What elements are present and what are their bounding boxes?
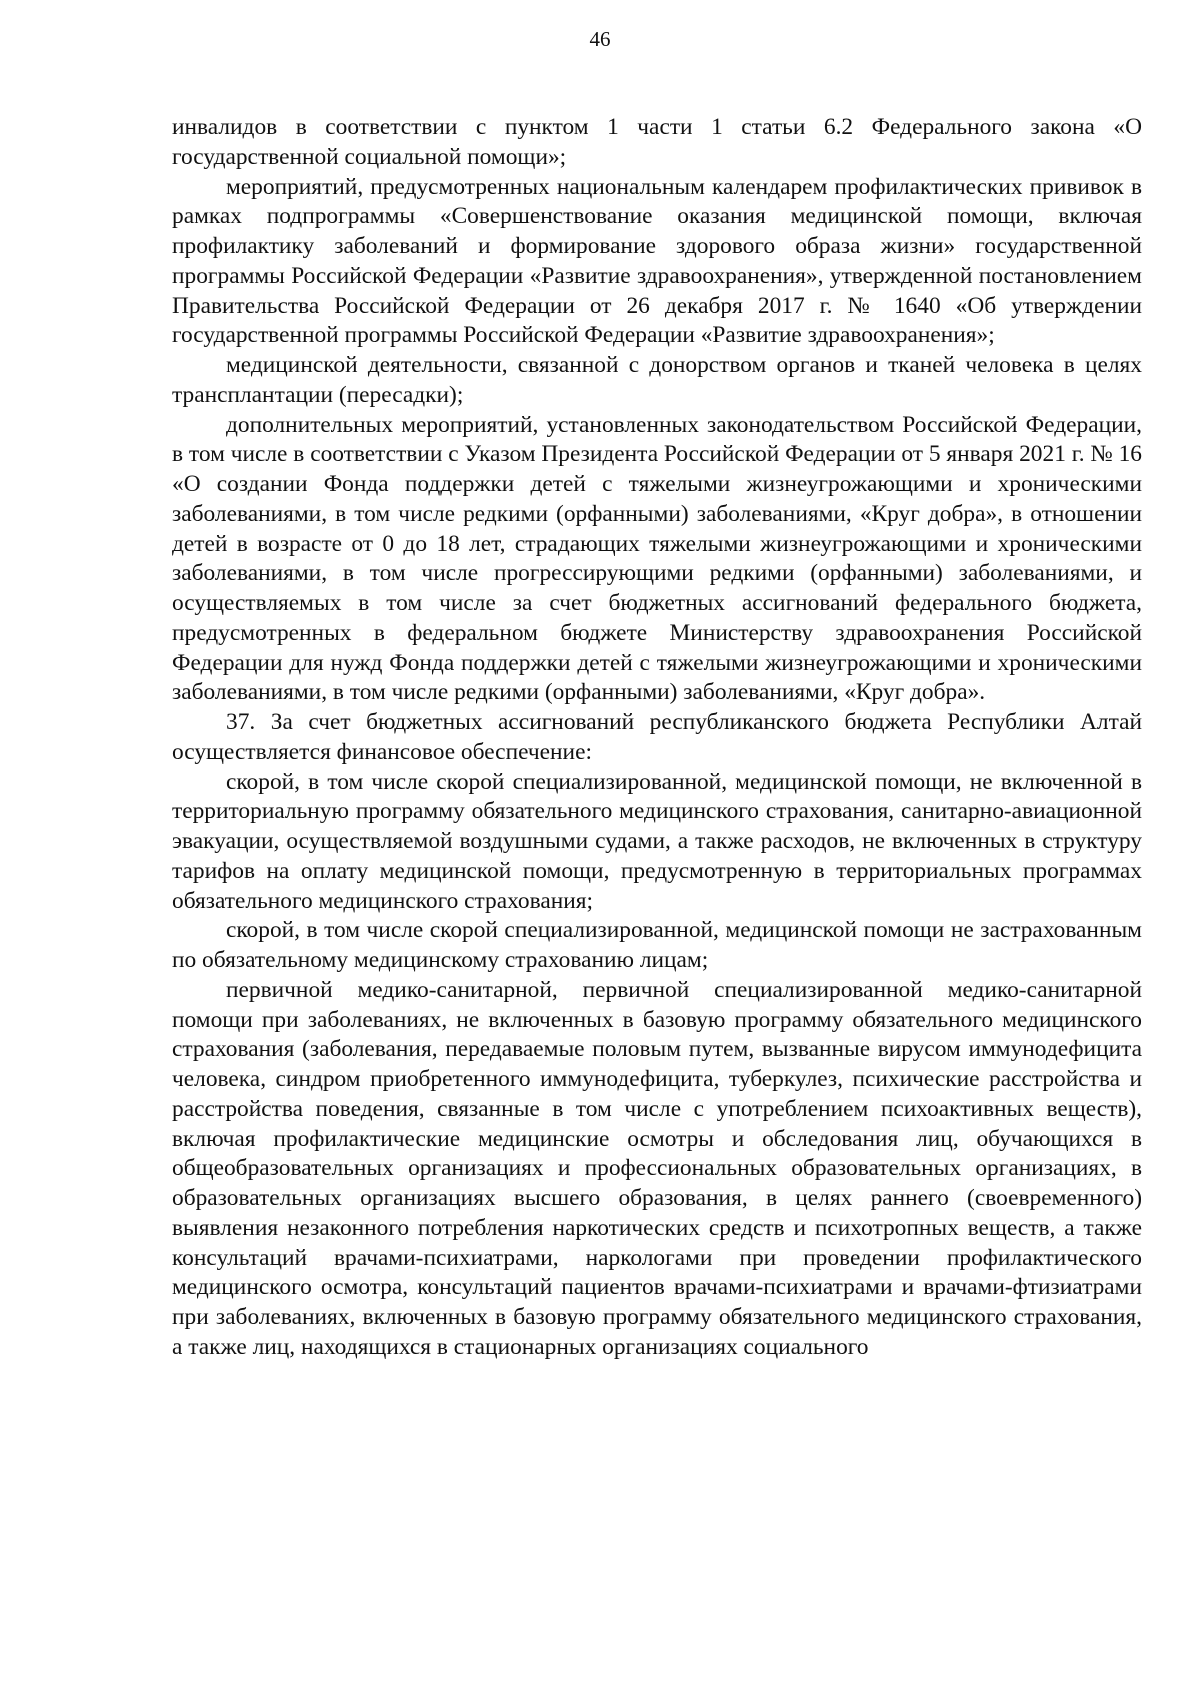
paragraph-continuation: инвалидов в соответствии с пунктом 1 части 1 статьи 6.2 Федерального закона «О государственной социальной помощи»; — [172, 114, 1142, 170]
document-body — [172, 113, 1142, 1363]
paragraph-organ-donation: медицинской деятельности, связанной с донорством органов и тканей человека в целях трансплантации (пересадки); — [172, 352, 1142, 408]
paragraph-item-37: 37. За счет бюджетных ассигнований республиканского бюджета Республики Алтай осуществляется финансовое обеспечение: — [172, 709, 1142, 765]
paragraph-emergency-uninsured: скорой, в том числе скорой специализированной, медицинской помощи не застрахованным по обязательному медицинскому страхованию лицам; — [172, 917, 1142, 973]
paragraph-vaccination-calendar: мероприятий, предусмотренных национальным календарем профилактических прививок в рамках подпрограммы «Совершенствование оказания медицинской помощи, включая профилактику заболеваний и формирование здорового образа жизни» государственной программы Российской Федерации «Развитие здравоохранения», утвержденной постановлением Правительства Российской Федерации от 26 декабря 2017 г. № 1640 «Об утверждении государственной программы Российской Федерации «Развитие здравоохранения»; — [172, 173, 1142, 349]
paragraph-additional-measures: дополнительных мероприятий, установленных законодательством Российской Федерации, в том числе в соответствии с Указом Президента Российской Федерации от 5 января 2021 г. № 16 «О создании Фонда поддержки детей с тяжелыми жизнеугрожающими и хроническими заболеваниями, в том числе редкими (орфанными) заболеваниями, «Круг добра», в отношении детей в возрасте от 0 до 18 лет, страдающих тяжелыми жизнеугрожающими и хроническими заболеваниями, в том числе прогрессирующими редкими (орфанными) заболеваниями, и осуществляемых в том числе за счет бюджетных ассигнований федерального бюджета, предусмотренных в федеральном бюджете Министерству здравоохранения Российской Федерации для нужд Фонда поддержки детей с тяжелыми жизнеугрожающими и хроническими заболеваниями, в том числе редкими (орфанными) заболеваниями, «Круг добра». — [172, 411, 1142, 706]
paragraph-primary-care: первичной медико-санитарной, первичной специализированной медико-санитарной помощи при заболеваниях, не включенных в базовую программу обязательного медицинского страхования (заболевания, передаваемые половым путем, вызванные вирусом иммунодефицита человека, синдром приобретенного иммунодефицита, туберкулез, психические расстройства и расстройства поведения, связанные в том числе с употреблением психоактивных веществ), включая профилактические медицинские осмотры и обследования лиц, обучающихся в общеобразовательных организациях и профессиональных образовательных организациях, в образовательных организациях высшего образования, в целях раннего (своевременного) выявления незаконного потребления наркотических средств и психотропных веществ, а также консультаций врачами-психиатрами, наркологами при проведении профилактического медицинского осмотра, консультаций пациентов врачами-психиатрами и врачами-фтизиатрами при заболеваниях, включенных в базовую программу обязательного медицинского страхования, а также лиц, находящихся в стационарных организациях социального — [172, 976, 1142, 1360]
paragraph-emergency-care: скорой, в том числе скорой специализированной, медицинской помощи, не включенной в территориальную программу обязательного медицинского страхования, санитарно-авиационной эвакуации, осуществляемой воздушными судами, а также расходов, не включенных в структуру тарифов на оплату медицинской помощи, предусмотренную в территориальных программах обязательного медицинского страхования; — [172, 768, 1142, 914]
page-number: 46 — [589, 27, 611, 51]
